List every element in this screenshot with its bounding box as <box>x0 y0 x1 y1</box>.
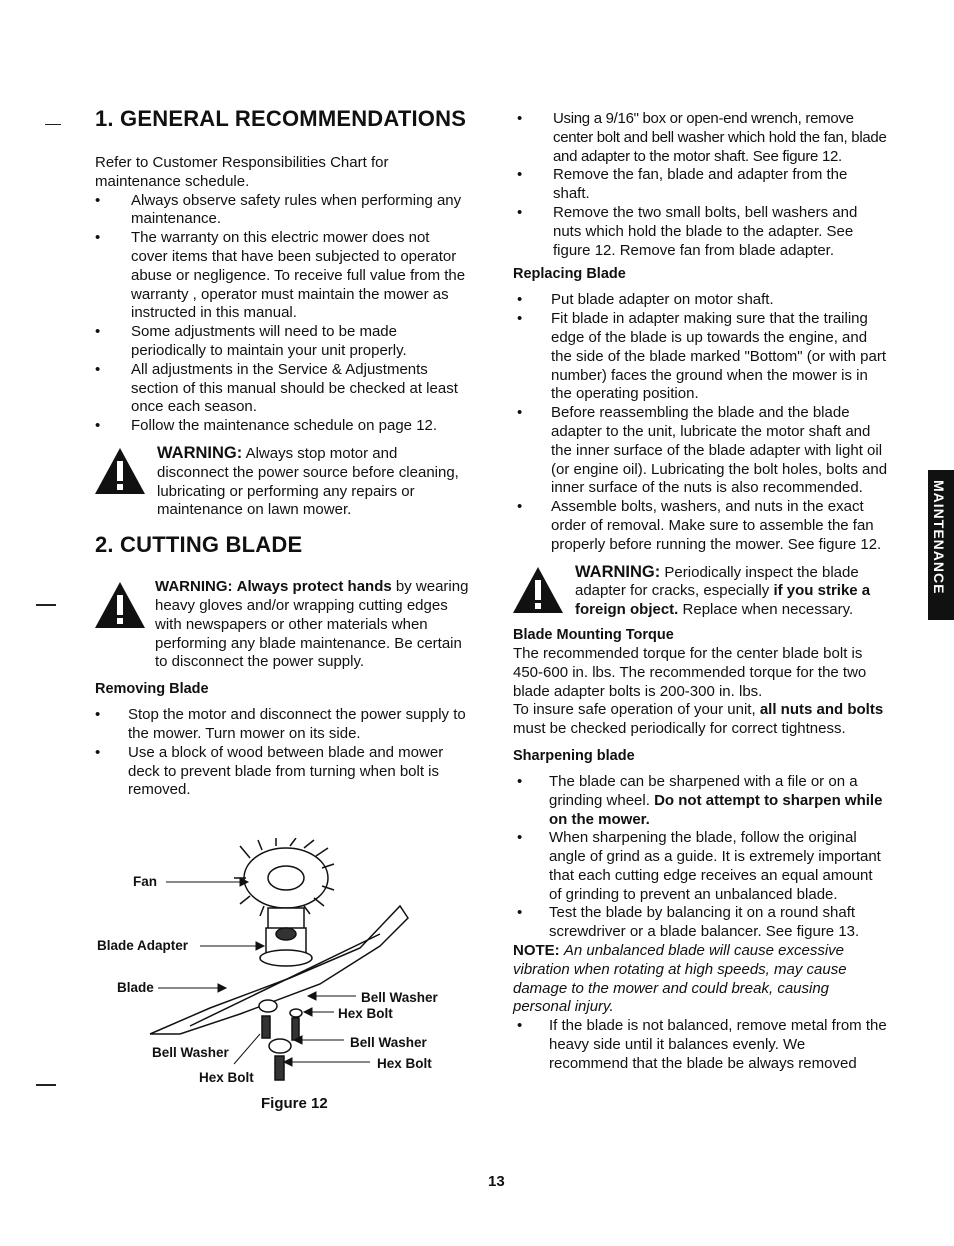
blade-adapter-label: Blade Adapter <box>97 938 189 953</box>
left-column <box>95 106 470 800</box>
list-item: • Use a block of wood between blade and mower deck to prevent blade from turning when bolt is removed. <box>95 743 444 799</box>
section-side-tab <box>928 470 954 620</box>
hex-bolt-label: Hex Bolt <box>338 1006 393 1021</box>
warning-bold-text: Always protect hands <box>236 578 392 596</box>
list-item: • If the blade is not balanced, remove metal from the heavy side until it balances evenly. We recommend that the blade be always removed <box>517 1017 887 1072</box>
blade-label: Blade <box>117 980 154 995</box>
page-number: 13 <box>488 1173 505 1190</box>
warning-label: WARNING: <box>155 578 233 596</box>
warning-bold-text: if you strike a foreign object. <box>575 582 871 619</box>
torque-text-2: To insure safe operation of your unit, all nuts and bolts must be checked periodically for correct tightness. <box>513 701 884 738</box>
list-item: • Using a 9/16" box or open-end wrench, remove center bolt and bell washer which hold the fan, blade and adapter to the motor shaft. See figure 12. <box>517 110 887 165</box>
bell-washer-label: Bell Washer <box>350 1035 427 1050</box>
sharpening-bullets <box>513 773 888 942</box>
hex-bolt-label: Hex Bolt <box>199 1070 254 1085</box>
list-item: • All adjustments in the Service & Adjustments section of this manual should be checked at least once each season. <box>95 360 458 416</box>
margin-mark <box>36 1084 56 1086</box>
margin-mark <box>45 124 61 125</box>
list-item: • Some adjustments will need to be made periodically to maintain your unit properly. <box>95 323 407 359</box>
warning-text: by wearing heavy gloves and/or wrapping cutting edges with newspapers or other materials when performing any blade maintenance. Be certain to disconnect the power supply. <box>155 578 469 671</box>
warning-label: WARNING: <box>575 562 661 581</box>
warning-icon <box>95 582 145 628</box>
section-1-bullets <box>95 192 470 436</box>
list-item: • Fit blade in adapter making sure that the trailing edge of the blade is up towards the engine, and the side of the blade marked "Bottom" (or with part number) faces the ground when the mower is in the operating position. <box>517 310 886 403</box>
warning-text: Replace when necessary. <box>682 601 854 619</box>
margin-mark <box>36 604 56 606</box>
replacing-bullets <box>513 291 888 554</box>
figure-caption: Figure 12 <box>261 1095 328 1112</box>
warning-block-2 <box>95 578 470 672</box>
warning-text: Periodically inspect the blade adapter for cracks, especially <box>575 563 859 600</box>
list-item: • When sharpening the blade, follow the original angle of grind as a guide. It is extremely important that each cutting edge receives an equal amount of grinding to prevent an unbalanced blade. <box>517 829 881 903</box>
fan-icon <box>234 838 334 930</box>
list-item: • Remove the fan, blade and adapter from the shaft. <box>517 166 848 203</box>
list-item: • Remove the two small bolts, bell washers and nuts which hold the blade to the adapter. See figure 12. Remove fan from blade adapter. <box>517 203 858 259</box>
right-column <box>513 110 888 1074</box>
bell-washer-label: Bell Washer <box>361 990 438 1005</box>
list-item: • Follow the maintenance schedule on page 12. <box>95 417 438 435</box>
warning-label: WARNING: <box>157 443 243 462</box>
warning-icon <box>513 567 563 613</box>
removing-blade-heading: Removing Blade <box>95 681 209 698</box>
section-1-title: 1. GENERAL RECOMMENDATIONS <box>95 106 467 131</box>
torque-text: The recommended torque for the center blade bolt is 450-600 in. lbs. The recommended torque for the two blade adapter bolts is 200-300 in. lbs. <box>513 644 867 700</box>
list-item: • Put blade adapter on motor shaft. <box>517 291 774 309</box>
section-2-title: 2. CUTTING BLADE <box>95 532 303 558</box>
list-item: • The warranty on this electric mower does not cover items that have been subjected to operator abuse or negligence. To receive full value from the warranty , operator must maintain the mower as instructed in this manual. <box>95 229 466 322</box>
warning-icon <box>95 448 145 494</box>
sharpening-bullets-2 <box>513 1017 888 1073</box>
warning-text: Always stop motor and disconnect the power source before cleaning, lubricating or performing any repairs or maintenance on lawn mower. <box>157 444 459 519</box>
list-item: • Assemble bolts, washers, and nuts in the exact order of removal. Make sure to assemble the fan properly before running the mower. See figure 12. <box>517 498 882 553</box>
fan-label: Fan <box>133 874 158 889</box>
hex-bolt-label: Hex Bolt <box>377 1056 432 1071</box>
note: NOTE: An unbalanced blade will cause excessive vibration when rotating at high speeds, may cause damage to the mower and could break, causing personal injury. <box>513 942 847 1016</box>
blade-adapter-icon <box>260 928 312 966</box>
warning-block-1 <box>95 444 470 520</box>
list-item: • Test the blade by balancing it on a round shaft screwdriver or a blade balancer. See figure 13. <box>517 904 860 941</box>
figure-12 <box>90 838 450 1118</box>
list-item: • Stop the motor and disconnect the power supply to the mower. Turn mower on its side. <box>95 706 466 742</box>
section-1-intro: Refer to Customer Responsibilities Chart for maintenance schedule. <box>95 154 389 190</box>
removing-bullets-continued <box>513 110 888 260</box>
list-item: • The blade can be sharpened with a file or on a grinding wheel. Do not attempt to sharpen while on the mower. <box>517 772 883 828</box>
removing-bullets <box>95 706 470 800</box>
sharpening-heading: Sharpening blade <box>513 747 635 764</box>
replacing-blade-heading: Replacing Blade <box>513 266 626 283</box>
torque-heading: Blade Mounting Torque <box>513 626 674 643</box>
bell-washer-label: Bell Washer <box>152 1045 229 1060</box>
list-item: • Before reassembling the blade and the blade adapter to the unit, lubricate the motor shaft and the inner surface of the blade adapter with light oil (or engine oil). Lubricating the bolt holes, bolts and inner surface of the nuts is also recommended. <box>517 404 888 497</box>
warning-block-3 <box>513 563 888 620</box>
side-tab-label: MAINTENANCE <box>931 480 947 595</box>
list-item: • Always observe safety rules when performing any maintenance. <box>95 191 462 228</box>
